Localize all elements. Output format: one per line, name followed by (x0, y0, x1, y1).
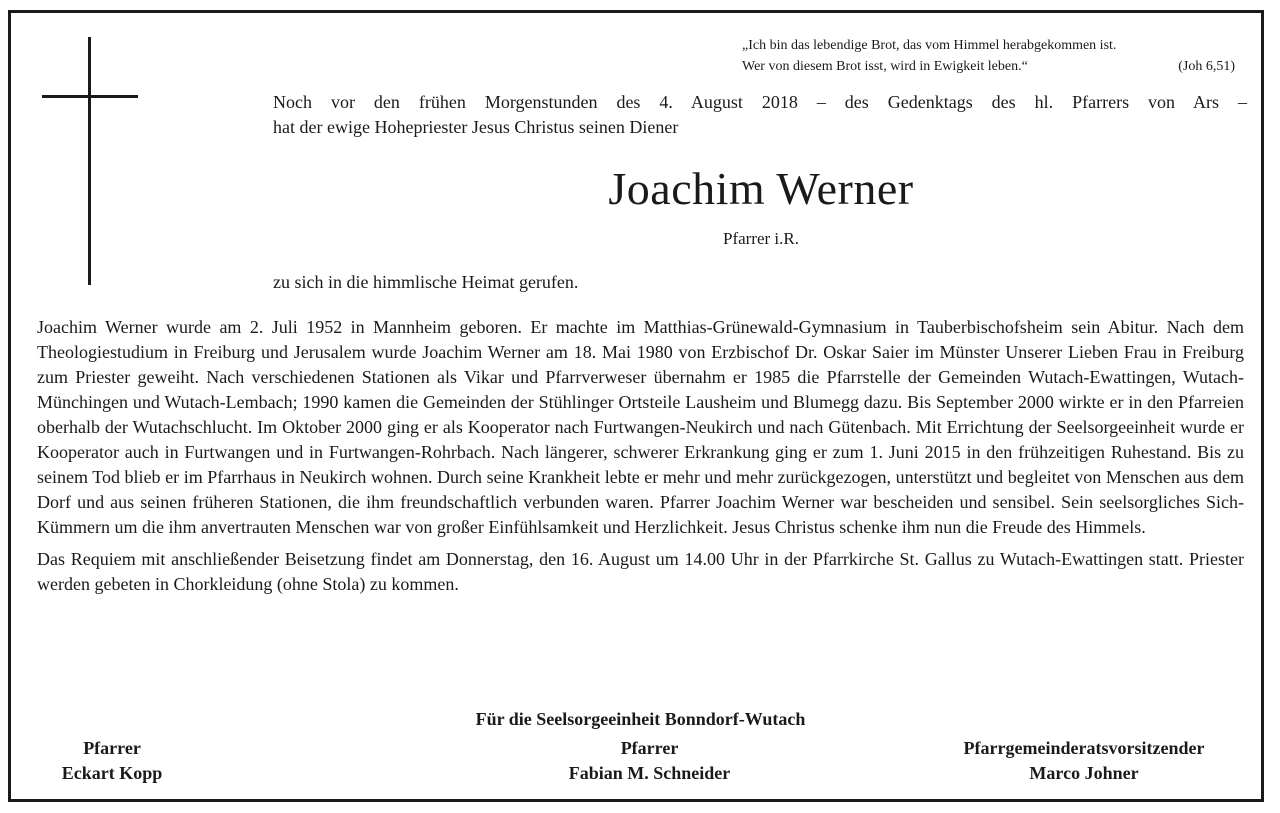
deceased-title: Pfarrer i.R. (722, 229, 799, 248)
signer-3 (924, 736, 1244, 786)
cross-icon (42, 37, 138, 287)
intro-line-1: Noch vor den frühen Morgenstunden des 4. August 2018 – des Gedenktags des hl. Pfarrers von Ars – (273, 92, 1247, 112)
signer-role: Pfarrer (620, 738, 679, 758)
signer-role: Pfarrgemeinderatsvorsitzender (963, 738, 1205, 758)
signature-heading: Für die Seelsorgeeinheit Bonndorf-Wutach (475, 709, 806, 729)
deceased-name: Joachim Werner (608, 163, 914, 214)
obituary-notice (8, 10, 1264, 802)
signature-block (37, 707, 1244, 786)
biography-paragraph: Joachim Werner wurde am 2. Juli 1952 in Mannheim geboren. Er machte im Matthias-Grünewald-Gymnasium in Tauberbischofsheim sein Abitur. Nach dem Theologiestudium in Freiburg und Jerusalem wurde Joachim Werner am 18. Mai 1980 von Erzbischof Dr. Oskar Saier im Münster Unserer Lieben Frau in Freiburg zum Priester geweiht. Nach verschiedenen Stationen als Vikar und Pfarrverweser übernahm er 1985 die Pfarrstelle der Gemeinden Wutach-Ewattingen, Wutach-Münchingen und Wutach-Lembach; 1990 kamen die Gemeinden der Stühlinger Ortsteile Lausheim und Blumegg dazu. Bis September 2000 wirkte er in den Pfarreien oberhalb der Wutachschlucht. Im Oktober 2000 ging er als Kooperator nach Furtwangen-Neukirch und nach Gütenbach. Mit Errichtung der Seelsorgeeinheit wurde er Kooperator auch in Furtwangen und in Furtwangen-Rohrbach. Nach längerer, schwerer Erkrankung ging er zum 1. Juni 2015 in den frühzeitigen Ruhestand. Bis zu seinem Tod blieb er im Pfarrhaus in Neukirch wohnen. Durch seine Krankheit lebte er mehr und mehr zurückgezogen, unterstützt und begleitet von Menschen aus dem Dorf und aus seinen früheren Stationen, die ihm freundschaftlich verbunden waren. Pfarrer Joachim Werner war bescheiden und sensibel. Sein seelsorgliches Sich-Kümmern um die ihm anvertrauten Menschen war von großer Einfühlsamkeit und Herzlichkeit. Jesus Christus schenke ihm nun die Freude des Himmels. (37, 317, 1244, 537)
requiem-paragraph: Das Requiem mit anschließender Beisetzung findet am Donnerstag, den 16. August um 14.00 Uhr in der Pfarrkirche St. Gallus zu Wutach-Ewattingen statt. Priester werden gebeten in Chorkleidung (ohne Stola) zu kommen. (37, 549, 1244, 594)
signer-2 (520, 736, 780, 786)
signer-name: Marco Johner (1029, 763, 1139, 783)
signer-name: Fabian M. Schneider (568, 763, 731, 783)
body-text (37, 315, 1244, 604)
intro-line-2: hat der ewige Hohepriester Jesus Christus seinen Diener (273, 117, 679, 137)
quote-line-1: „Ich bin das lebendige Brot, das vom Himmel herabgekommen ist. (742, 38, 1117, 53)
signer-role: Pfarrer (83, 738, 141, 758)
bible-quote (742, 35, 1235, 77)
signer-1 (37, 736, 187, 786)
intro-text (273, 90, 1247, 140)
quote-line-2: Wer von diesem Brot isst, wird in Ewigkeit leben.“ (742, 59, 1028, 74)
called-home-text: zu sich in die himmlische Heimat gerufen. (273, 272, 579, 292)
signer-name: Eckart Kopp (61, 763, 163, 783)
quote-reference: (Joh 6,51) (1178, 59, 1235, 74)
